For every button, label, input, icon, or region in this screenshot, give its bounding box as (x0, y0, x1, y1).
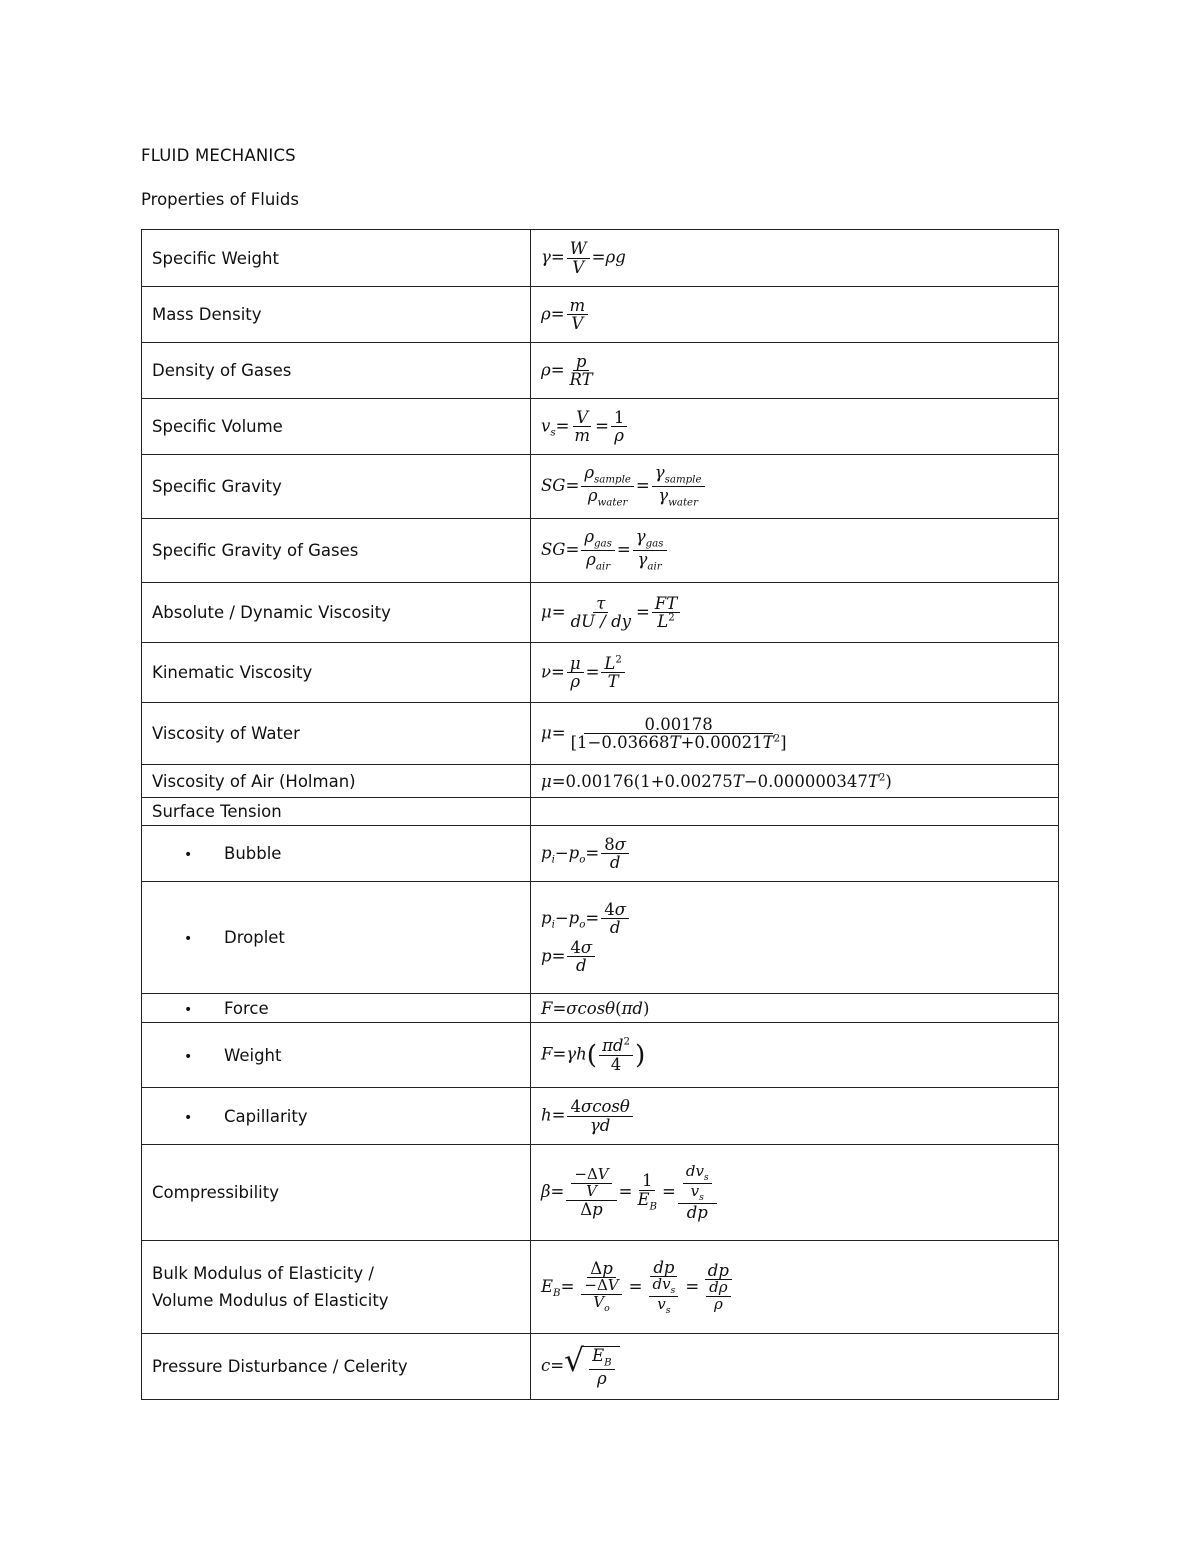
property-label: • Bubble (142, 826, 531, 882)
property-label: • Weight (142, 1023, 531, 1088)
property-label: Surface Tension (142, 798, 531, 826)
property-label: Specific Gravity (142, 455, 531, 519)
table-row (142, 798, 1059, 826)
label-line-1: Bulk Modulus of Elasticity / (152, 1264, 374, 1283)
table-row (142, 1334, 1059, 1400)
label-line-2: Volume Modulus of Elasticity (152, 1291, 389, 1310)
bullet-icon: • (184, 1109, 193, 1126)
property-label: Absolute / Dynamic Viscosity (142, 583, 531, 643)
formula-bubble: $p_i-p_o=$ $\frac{8\sigma}{d}$ (531, 826, 1059, 882)
table-row (142, 1145, 1059, 1241)
bullet-icon: • (184, 931, 193, 947)
property-label: Compressibility (142, 1145, 531, 1241)
table-row (142, 519, 1059, 583)
formula-capillarity: h= $\frac{4\sigma\cos\theta}{\gamma d}$ (531, 1088, 1059, 1145)
formula-celerity: c= √ $\frac{E_B}{\rho}$ (531, 1334, 1059, 1400)
property-label: Viscosity of Water (142, 703, 531, 765)
property-label: Specific Gravity of Gases (142, 519, 531, 583)
table-row (142, 583, 1059, 643)
table-row (142, 455, 1059, 519)
table-row (142, 343, 1059, 399)
table-row (142, 882, 1059, 994)
property-label: • Force (142, 994, 531, 1023)
table-row (142, 1241, 1059, 1334)
table-row (142, 1088, 1059, 1145)
formula-kinematic-viscosity: ν= $\frac{\mu}{\rho}$ = $\frac{L^2}{T}$ (531, 643, 1059, 703)
table-row (142, 1023, 1059, 1088)
table-row (142, 765, 1059, 798)
table-row (142, 399, 1059, 455)
table-row (142, 643, 1059, 703)
formula-weight: F=γh( $\frac{\pi d^2}{4}$ ) (531, 1023, 1059, 1088)
formula-dynamic-viscosity: μ= $\frac{\tau}{dU / dy}$ = $\frac{FT}{L^2}$ (531, 583, 1059, 643)
table-row (142, 287, 1059, 343)
table-row (142, 230, 1059, 287)
properties-table (141, 229, 1059, 1400)
property-label: • Droplet (142, 882, 531, 994)
property-label: • Capillarity (142, 1088, 531, 1145)
formula-density-gases: ρ= $\frac{p}{RT}$ (531, 343, 1059, 399)
bullet-icon: • (184, 847, 193, 863)
formula-compressibility: β= $\frac{\frac{-\Delta V}{V}}{\Delta p}$ = $\frac{1}{E_B}$ = $\frac{\frac{dv_s}{v_s}}{dp}$ (531, 1145, 1059, 1241)
property-label: Density of Gases (142, 343, 531, 399)
formula-viscosity-air: $\mu=0.00176(1+0.00275T-0.000000347T^2)$ (531, 765, 1059, 798)
bullet-icon: • (184, 1048, 193, 1065)
formula-specific-gravity-gases: SG= $\frac{\rho_{gas}}{\rho_{air}}$ = $\frac{\gamma_{gas}}{\gamma_{air}}$ (531, 519, 1059, 583)
formula-viscosity-water: μ= $\frac{0.00178}{[1-0.03668T+0.00021T^2]}$ (531, 703, 1059, 765)
formula-specific-gravity: SG= $\frac{\rho_{sample}}{\rho_{water}}$ = $\frac{\gamma_{sample}}{\gamma_{water}}$ (531, 455, 1059, 519)
property-label: Specific Weight (142, 230, 531, 287)
formula-empty (531, 798, 1059, 826)
formula-specific-volume: $v_s=$ $\frac{V}{m}$ = $\frac{1}{\rho}$ (531, 399, 1059, 455)
property-label: Specific Volume (142, 399, 531, 455)
property-label: Mass Density (142, 287, 531, 343)
table-row (142, 826, 1059, 882)
property-label: Viscosity of Air (Holman) (142, 765, 531, 798)
section-heading: Properties of Fluids (141, 190, 299, 209)
property-label: Kinematic Viscosity (142, 643, 531, 703)
document-title: FLUID MECHANICS (141, 146, 296, 165)
formula-bulk-modulus: $E_B=$ $\frac{\Delta p}{\frac{-\Delta V}{V_o}}$ = $\frac{dp}{\frac{dv_s}{v_s}}$ = $\frac{dp}{\frac{d\rho}{\rho}}$ (531, 1241, 1059, 1334)
table-row (142, 994, 1059, 1023)
formula-specific-weight: γ= $\frac{W}{V}$ =ρg (531, 230, 1059, 287)
formula-force: F=σcosθ(πd) (531, 994, 1059, 1023)
formula-droplet: $p_i-p_o=$ $\frac{4\sigma}{d}$ p= $\frac{4\sigma}{d}$ (531, 882, 1059, 994)
formula-mass-density: ρ= $\frac{m}{V}$ (531, 287, 1059, 343)
table-row (142, 703, 1059, 765)
property-label (142, 1241, 531, 1334)
property-label: Pressure Disturbance / Celerity (142, 1334, 531, 1400)
bullet-icon: • (184, 1001, 193, 1018)
